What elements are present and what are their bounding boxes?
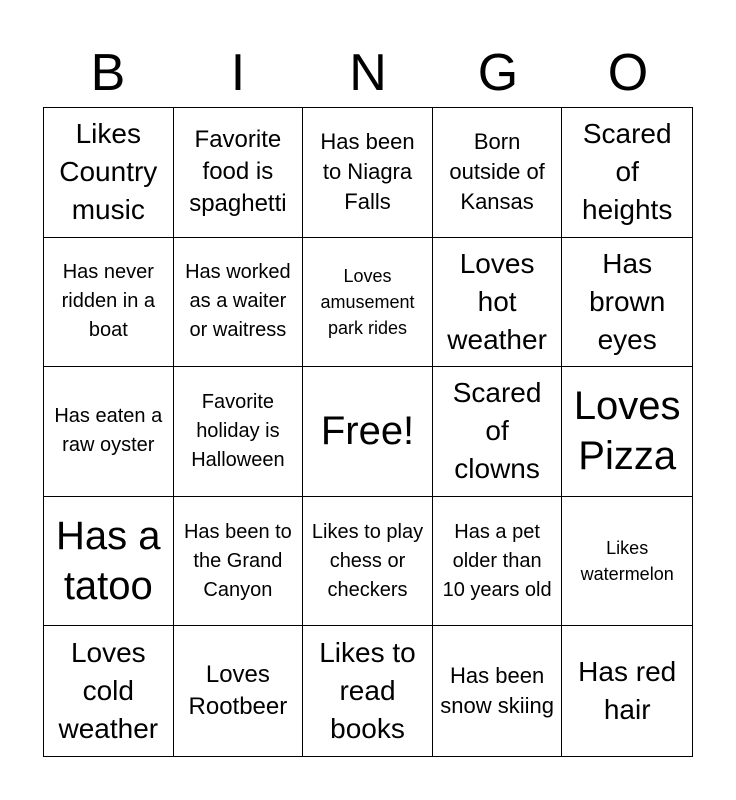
bingo-cell[interactable] bbox=[433, 238, 563, 368]
cell-text: Loves Rootbeer bbox=[188, 661, 288, 721]
cell-text: Scared of clowns bbox=[452, 377, 542, 485]
bingo-cell[interactable] bbox=[303, 626, 433, 756]
header-letter-i: I bbox=[230, 44, 246, 102]
free-space-cell[interactable] bbox=[303, 367, 433, 497]
bingo-cell[interactable] bbox=[433, 626, 563, 756]
cell-text: Likes watermelon bbox=[580, 538, 674, 585]
cell-text: Has brown eyes bbox=[589, 247, 666, 355]
cell-text: Loves hot weather bbox=[447, 247, 547, 355]
bingo-cell[interactable] bbox=[44, 238, 174, 368]
cell-text: Favorite holiday is Halloween bbox=[191, 390, 285, 471]
cell-text: Loves amusement park rides bbox=[320, 265, 415, 338]
bingo-cell[interactable] bbox=[44, 367, 174, 497]
free-space-text: Free! bbox=[320, 409, 415, 454]
cell-text: Has been snow skiing bbox=[440, 663, 554, 719]
header-letter-o: O bbox=[607, 44, 649, 102]
cell-text: Scared of heights bbox=[582, 118, 673, 226]
bingo-cell[interactable] bbox=[174, 367, 304, 497]
cell-text: Has never ridden in a boat bbox=[61, 261, 155, 342]
bingo-cell[interactable] bbox=[303, 238, 433, 368]
bingo-cell[interactable] bbox=[174, 108, 304, 238]
bingo-cell[interactable] bbox=[562, 626, 692, 756]
cell-text: Likes to play chess or checkers bbox=[311, 520, 424, 601]
cell-text: Likes Country music bbox=[59, 118, 158, 226]
header-letter-n: N bbox=[349, 44, 387, 102]
cell-text: Loves Pizza bbox=[573, 384, 681, 479]
bingo-cell[interactable] bbox=[433, 497, 563, 627]
cell-text: Favorite food is spaghetti bbox=[189, 126, 287, 218]
bingo-cell[interactable] bbox=[433, 367, 563, 497]
bingo-cell[interactable] bbox=[44, 108, 174, 238]
bingo-cell[interactable] bbox=[44, 626, 174, 756]
bingo-cell[interactable] bbox=[44, 497, 174, 627]
cell-text: Has a pet older than 10 years old bbox=[442, 520, 552, 601]
cell-text: Has been to the Grand Canyon bbox=[183, 520, 292, 601]
cell-text: Loves cold weather bbox=[58, 637, 159, 745]
bingo-cell[interactable] bbox=[303, 497, 433, 627]
bingo-cell[interactable] bbox=[562, 497, 692, 627]
bingo-cell[interactable] bbox=[174, 497, 304, 627]
bingo-cell[interactable] bbox=[562, 108, 692, 238]
cell-text: Has a tatoo bbox=[56, 514, 161, 609]
cell-text: Has worked as a waiter or waitress bbox=[185, 261, 291, 342]
bingo-board bbox=[43, 107, 693, 757]
bingo-cell[interactable] bbox=[562, 238, 692, 368]
cell-text: Has eaten a raw oyster bbox=[54, 405, 163, 457]
cell-text: Has been to Niagra Falls bbox=[320, 129, 415, 215]
header-letter-b: B bbox=[90, 44, 126, 102]
bingo-cell[interactable] bbox=[174, 238, 304, 368]
bingo-header bbox=[43, 38, 693, 108]
bingo-cell[interactable] bbox=[562, 367, 692, 497]
cell-text: Likes to read books bbox=[319, 637, 416, 745]
bingo-cell[interactable] bbox=[174, 626, 304, 756]
bingo-cell[interactable] bbox=[433, 108, 563, 238]
cell-text: Born outside of Kansas bbox=[449, 129, 545, 215]
header-letter-g: G bbox=[477, 44, 519, 102]
bingo-cell[interactable] bbox=[303, 108, 433, 238]
cell-text: Has red hair bbox=[578, 656, 677, 726]
